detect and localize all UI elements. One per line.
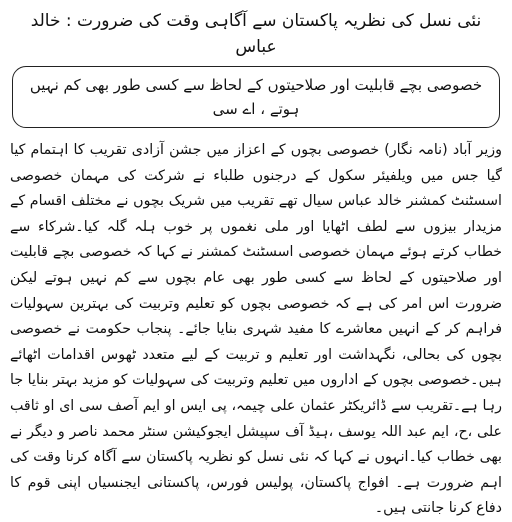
article-body: وزیر آباد (نامہ نگار) خصوصی بچوں کے اعزاز میں جشن آزادی تقریب کا اہتمام کیا گیا جس میں ویلفیئر سکول کے درجنوں طلباء نے شرکت کی مہمان خصوصی اسسٹنٹ کمشنر خالد عباس سیال تھے تقریب میں شریک بچوں نے مختلف اقسام کے مزیدار بیزوں سے لطف اٹھایا اور ملی نغموں پر خوب ہلہ گلہ کیا۔شرکاء سے خطاب کرتے ہوئے مہمان خصوصی اسسٹنٹ کمشنر نے کہا کہ خصوصی بچے قابلیت اور صلاحیتوں کے لحاظ سے کسی طور بھی عام بچوں سے کم نہیں ہوتے لیکن ضرورت اس امر کی ہے کہ خصوصی بچوں کو تعلیم وتربیت کی بہترین سہولیات فراہم کر کے انہیں معاشرے کا مفید شہری بنایا جائے۔ پنجاب حکومت نے خصوصی بچوں کی بحالی، نگہداشت اور تعلیم و تربیت کے لیے متعدد ٹھوس اقدامات اٹھائے ہیں۔خصوصی بچوں کے اداروں میں تعلیم وتربیت کی سہولیات کو مزید بہتر بنایا جا رہا ہے۔تقریب سے ڈائریکٹر عثمان علی چیمہ، پی ایس او ایم آصف سی ای او ثاقب علی ،ح، ایم عبد اللہ یوسف ،ہیڈ آف سپیشل ایجوکیشن سنٹر محمد ناصر و دیگر نے بھی خطاب کیا۔انہوں نے کہا کہ نئی نسل کو نظریہ پاکستان سے آگاہ کرنا وقت کی اہم ضرورت ہے۔ افواج پاکستان، پولیس فورس، پاکستانی ایجنسیاں اپنی قوم کا دفاع کرنا جانتی ہیں۔ bbox=[10, 142, 502, 517]
subheadline: خصوصی بچے قابلیت اور صلاحیتوں کے لحاظ سے کسی طور بھی کم نہیں ہوتے ، اے سی bbox=[29, 76, 483, 118]
subheadline-box bbox=[12, 66, 500, 128]
headline: نئی نسل کی نظریہ پاکستان سے آگاہی وقت کی ضرورت : خالد عباس bbox=[30, 11, 482, 57]
